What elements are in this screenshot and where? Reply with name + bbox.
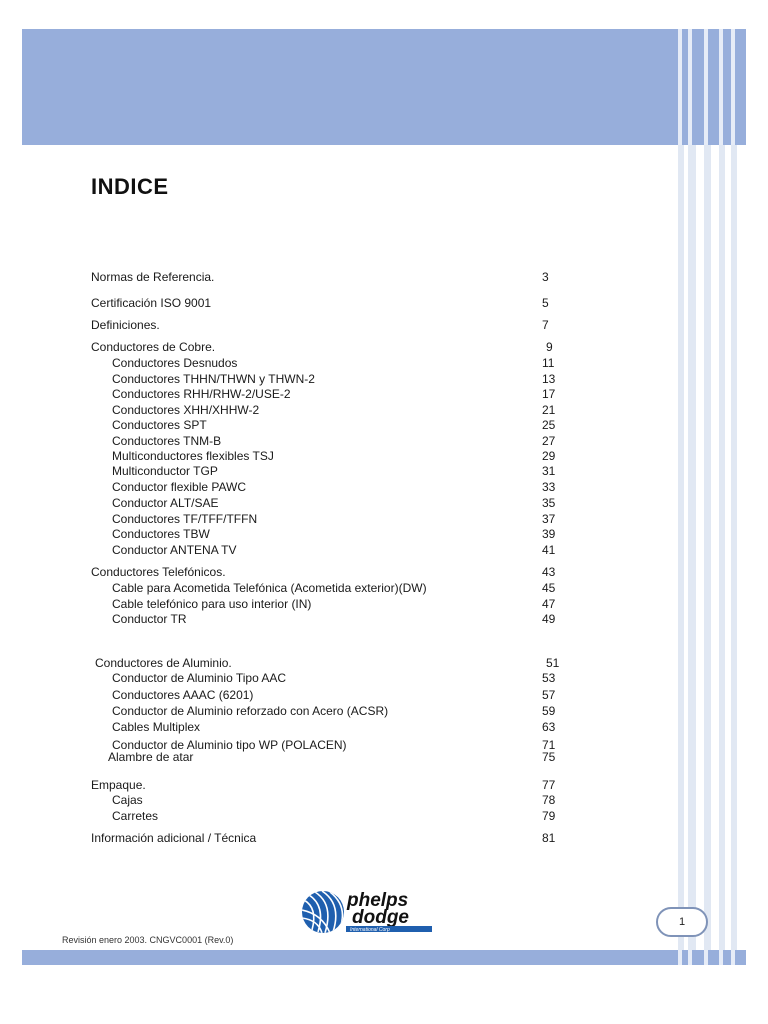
toc-entry: [112, 480, 562, 495]
toc-entry: [112, 688, 562, 703]
toc-entry-label: Cajas: [112, 793, 143, 807]
toc-entry-label: Conductores de Cobre.: [91, 340, 216, 354]
side-stripe: [731, 145, 737, 950]
toc-entry: [112, 581, 562, 596]
logo-word-dodge: dodge: [352, 907, 409, 928]
footer-stripe: [731, 950, 735, 965]
toc-entry-label: Conductores TF/TFF/TFFN: [112, 512, 258, 526]
toc-entry-label: Conductor ALT/SAE: [112, 496, 219, 510]
footer-stripe: [688, 950, 692, 965]
header-stripe: [719, 29, 723, 145]
toc-entry-page: 81: [542, 831, 556, 845]
toc-entry-page: 11: [542, 356, 555, 370]
toc-entry-label: Conductor TR: [112, 612, 187, 626]
side-stripe: [704, 145, 711, 950]
toc-entry-page: 25: [542, 418, 556, 432]
toc-entry-label: Conductor de Aluminio Tipo AAC: [112, 671, 287, 685]
toc-entry-label: Conductor de Aluminio reforzado con Acero (ACSR): [112, 704, 389, 718]
page-number-badge: 1: [656, 907, 708, 937]
toc-entry-label: Cables Multiplex: [112, 720, 201, 734]
toc-entry-page: 57: [542, 688, 556, 702]
side-stripe: [719, 145, 725, 950]
toc-entry-label: Conductores de Aluminio.: [95, 656, 232, 670]
side-stripe: [688, 145, 696, 950]
toc-entry-page: 33: [542, 480, 556, 494]
toc-entry: [112, 671, 562, 686]
toc-entry: [108, 750, 562, 765]
toc-entry-page: 51: [546, 656, 560, 670]
toc-entry-page: 27: [542, 434, 556, 448]
toc-entry: [91, 778, 562, 793]
footer-band: [22, 950, 746, 965]
footer-stripe: [678, 950, 682, 965]
toc-entry-page: 39: [542, 527, 556, 541]
toc-entry-page: 75: [542, 750, 556, 764]
toc-entry-label: Conductores XHH/XHHW-2: [112, 403, 260, 417]
page-title: INDICE: [91, 174, 169, 199]
toc-entry-page: 79: [542, 809, 556, 823]
toc-entry-page: 53: [542, 671, 556, 685]
toc-entry-label: Conductor de Aluminio tipo WP (POLACEN): [112, 738, 347, 752]
toc-entry-label: Multiconductores flexibles TSJ: [112, 449, 274, 463]
toc-entry: [112, 403, 562, 418]
toc-entry-page: 59: [542, 704, 556, 718]
toc-entry: [112, 704, 562, 719]
toc-entry-page: 29: [542, 449, 556, 463]
toc-entry: [112, 720, 562, 735]
toc-entry-label: Conductores TBW: [112, 527, 210, 541]
toc-entry: [112, 387, 562, 402]
toc-entry: [112, 449, 562, 464]
toc-entry-label: Conductores Telefónicos.: [91, 565, 226, 579]
toc-entry-label: Conductores RHH/RHW-2/USE-2: [112, 387, 291, 401]
toc-entry-label: Alambre de atar: [108, 750, 194, 764]
toc-entry: [112, 597, 562, 612]
toc-entry: [91, 340, 566, 355]
toc-entry-page: 49: [542, 612, 556, 626]
header-stripe: [678, 29, 682, 145]
toc-entry: [91, 296, 562, 311]
toc-entry-page: 43: [542, 565, 556, 579]
toc-entry-page: 77: [542, 778, 556, 792]
toc-entry-page: 31: [542, 464, 556, 478]
toc-entry-label: Cable para Acometida Telefónica (Acometida exterior)(DW): [112, 581, 427, 595]
toc-entry: [112, 418, 562, 433]
logo-tagline: International Corp: [350, 927, 390, 933]
phelps-dodge-logo: [300, 886, 435, 936]
toc-entry: [112, 612, 562, 627]
toc-entry-page: 71: [542, 738, 556, 752]
toc-entry: [112, 809, 562, 824]
footer-stripe: [719, 950, 723, 965]
toc-entry: [95, 656, 566, 671]
toc-entry: [91, 565, 562, 580]
footer-stripe: [704, 950, 708, 965]
toc-entry-label: Conductores Desnudos: [112, 356, 238, 370]
toc-entry: [91, 270, 562, 285]
toc-entry: [112, 356, 562, 371]
toc-entry-page: 41: [542, 543, 556, 557]
toc-entry-page: 78: [542, 793, 556, 807]
toc-entry-label: Conductores THHN/THWN y THWN-2: [112, 372, 315, 386]
side-stripe: [678, 145, 684, 950]
header-stripe: [704, 29, 708, 145]
toc-entry: [112, 496, 562, 511]
toc-entry-label: Empaque.: [91, 778, 146, 792]
toc-entry: [112, 527, 562, 542]
toc-entry-page: 37: [542, 512, 556, 526]
toc-entry-label: Certificación ISO 9001: [91, 296, 212, 310]
toc-entry-label: Normas de Referencia.: [91, 270, 215, 284]
toc-entry-label: Conductor flexible PAWC: [112, 480, 247, 494]
logo-word-phelps: phelps: [347, 890, 409, 911]
toc-entry-label: Conductores SPT: [112, 418, 207, 432]
toc-entry-label: Cable telefónico para uso interior (IN): [112, 597, 312, 611]
toc-entry-page: 13: [542, 372, 556, 386]
toc-entry: [112, 464, 562, 479]
toc-entry: [91, 318, 562, 333]
toc-entry: [112, 793, 562, 808]
toc-entry-label: Definiciones.: [91, 318, 160, 332]
toc-entry-page: 63: [542, 720, 556, 734]
toc-entry-page: 47: [542, 597, 556, 611]
toc-entry-page: 21: [542, 403, 556, 417]
toc-entry-label: Multiconductor TGP: [112, 464, 218, 478]
toc-entry-page: 7: [542, 318, 549, 332]
toc-entry: [112, 372, 562, 387]
revision-note: Revisión enero 2003. CNGVC0001 (Rev.0): [62, 935, 234, 945]
toc-entry-page: 35: [542, 496, 556, 510]
toc-entry-label: Conductores TNM-B: [112, 434, 222, 448]
toc-entry-label: Conductor ANTENA TV: [112, 543, 237, 557]
toc-entry-page: 17: [542, 387, 556, 401]
toc-entry-page: 5: [542, 296, 549, 310]
toc-entry-label: Carretes: [112, 809, 159, 823]
header-band: [22, 29, 746, 145]
header-stripe: [688, 29, 692, 145]
toc-entry: [112, 434, 562, 449]
toc-entry-page: 45: [542, 581, 556, 595]
toc-entry-label: Información adicional / Técnica: [91, 831, 257, 845]
toc-entry-label: Conductores AAAC (6201): [112, 688, 254, 702]
toc-entry: [91, 831, 562, 846]
header-stripe: [731, 29, 735, 145]
toc-entry-page: 3: [542, 270, 549, 284]
toc-entry: [112, 512, 562, 527]
toc-entry-page: 9: [546, 340, 553, 354]
toc-entry: [112, 543, 562, 558]
